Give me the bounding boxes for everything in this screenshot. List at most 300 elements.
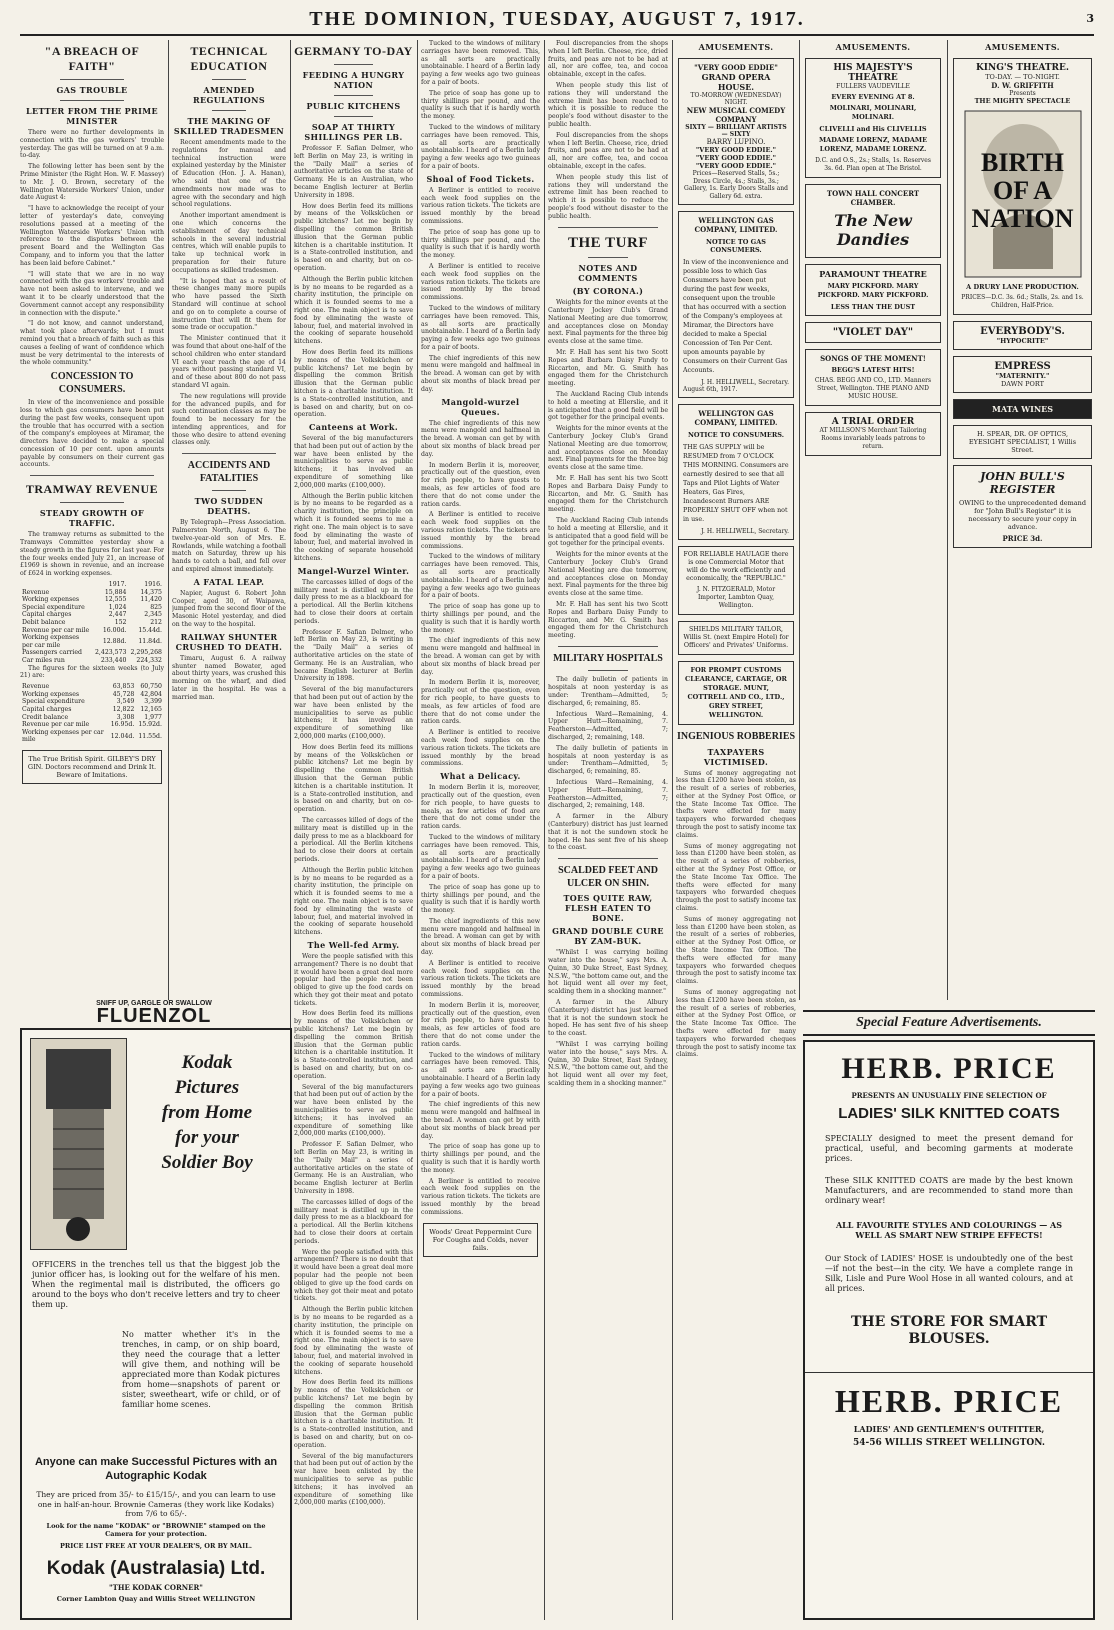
table-cell: 233,440 bbox=[100, 657, 127, 664]
divider bbox=[558, 646, 658, 647]
column-rule bbox=[947, 40, 948, 1000]
article-subhead: Mangold-wurzel Queues. bbox=[441, 396, 520, 417]
ad-body: FOR PROMPT CUSTOMS CLEARANCE, CARTAGE, OR STORAGE. MUNT, COTTRELL AND CO., LTD., GREY STREET, WELLINGTON. bbox=[685, 666, 787, 719]
ad-title: MATA WINES bbox=[991, 404, 1054, 414]
ad-line: TO-MORROW (WEDNESDAY) NIGHT. bbox=[690, 92, 782, 106]
ad-line: A DRURY LANE PRODUCTION. bbox=[966, 283, 1079, 291]
article-paragraph: Tucked to the windows of military carriages have been removed. This, as all sorts are practically unobtainable. I heard of a Berlin lady paying a few weeks ago two guineas for a pair of boots. bbox=[421, 1051, 540, 1098]
fluenzol-tagline: SNIFF UP, GARGLE OR SWALLOW bbox=[96, 1000, 212, 1007]
ad-line: Presents bbox=[1009, 90, 1036, 97]
spear-optics-ad bbox=[953, 425, 1092, 459]
ad-line: PRICES—D.C. 3s. 6d.; Stalls, 2s. and 1s. Children, Half-Price. bbox=[961, 294, 1084, 309]
birth-of-a-nation-title: BIRTH OF A NATION bbox=[971, 148, 1074, 233]
ad-price: PRICE 3d. bbox=[1002, 534, 1043, 543]
everybodys-ad bbox=[953, 321, 1092, 350]
column-6 bbox=[676, 40, 796, 1620]
article-paragraph: A Berliner is entitled to receive each week food supplies on the various ration tickets. The tickets are issued monthly by the bread commissions. bbox=[421, 729, 540, 768]
article-subhead: FEEDING A HUNGRY NATION bbox=[302, 70, 405, 90]
table-cell: 42,804 bbox=[140, 690, 162, 698]
ad-line: BARRY LUPINO. bbox=[706, 138, 766, 146]
ad-line: The New Dandies bbox=[834, 211, 912, 249]
article-paragraph: "I will state that we are in no way connected with the gas workers' trouble and have not been asked to intervene, and we want it to be clearly understood that the Government cannot accept any responsibility in connection with the dispute." bbox=[20, 270, 164, 317]
ad-line: CHAS. BEGG AND CO., LTD. Manners Street, Wellington. THE PIANO AND MUSIC HOUSE. bbox=[814, 377, 932, 400]
article-subhead: A FATAL LEAP. bbox=[193, 576, 265, 587]
article-paragraph: Mr. F. Hall has sent his two Scott Ropes and Barbara Daisy Fundy to Riccarton, and Mr. G. Smith has engaged them for the Christchurch meeting. bbox=[548, 600, 668, 640]
table-row bbox=[20, 706, 164, 714]
article-paragraph: A Berliner is entitled to receive each week food supplies on the various ration tickets. The tickets are issued monthly by the bread commissions. bbox=[421, 186, 540, 225]
herb-price-coats: LADIES' SILK KNITTED COATS bbox=[838, 1105, 1060, 1122]
article-paragraph: The chief ingredients of this new menu were mangold and halfmeal in the bread. A woman can get by with about six months of black bread per day. bbox=[421, 637, 540, 676]
table-cell: Capital charges bbox=[22, 611, 72, 619]
column-5 bbox=[548, 40, 668, 1620]
ad-line: FULLERS VAUDEVILLE bbox=[836, 83, 910, 90]
new-dandies-ad bbox=[805, 184, 941, 258]
ad-title: WELLINGTON GAS COMPANY, LIMITED. bbox=[694, 409, 778, 427]
camera-icon bbox=[31, 1039, 126, 1249]
article-paragraph: By Telegraph—Press Association. Palmerston North, August 6. The twelve-year-old son of Mrs. E. Rowlands, while watching a football match on Saturday, threw up his hands to catch a ball, and fell over and expired almost immediately. bbox=[172, 519, 286, 574]
table-row bbox=[20, 729, 164, 744]
table-row bbox=[20, 657, 164, 665]
article-subhead: STEADY GROWTH OF TRAFFIC. bbox=[39, 508, 145, 529]
shields-tailor-ad bbox=[678, 621, 794, 655]
table-cell: Car miles run bbox=[22, 657, 65, 664]
table-cell: 12,822 bbox=[112, 705, 135, 713]
article-subhead: PUBLIC KITCHENS bbox=[306, 101, 401, 111]
table-cell: 16.00d. bbox=[102, 626, 127, 634]
kodak-advertisement bbox=[20, 1028, 292, 1620]
article-paragraph: Professor F. Safian Delmer, who left Berlin on May 23, is writing in the "Daily Mail" a series of authoritative articles on the state of Germany. He is an Australian, who became English lecturer at Berlin University in 1898. bbox=[294, 145, 413, 199]
herb-price-outfitter: LADIES' AND GENTLEMEN'S OUTFITTER, bbox=[853, 1424, 1045, 1434]
divider bbox=[212, 79, 246, 80]
article-paragraph: A farmer in the Albury (Canterbury) district has just learned that it is not the sundown stock he hoped. He has sent five of his sheep to the coast. bbox=[548, 813, 668, 852]
divider bbox=[212, 490, 246, 491]
herb-price-body-2: These SILK KNITTED COATS are made by the best known Manufacturers, and are recommended to stand more than ordinary wear! bbox=[825, 1176, 1073, 1205]
article-paragraph: The chief ingredients of this new menu were mangold and halfmeal in the bread. A woman can get by with about six months of black bread per day. bbox=[421, 354, 540, 393]
table-cell: Special expenditure bbox=[22, 698, 85, 706]
table-cell: Working expenses per car mile bbox=[22, 634, 80, 649]
article-paragraph: Professor F. Safian Delmer, who left Berlin on May 23, is writing in the "Daily Mail" a series of authoritative articles on the state of Germany. He is an Australian, who became English lecturer at Berlin University in 1898. bbox=[294, 628, 413, 683]
article-paragraph: Several of the big manufacturers that had been put out of action by the war have been enlisted by the municipalities to serve as public kitchens; it has involved an expenditure of something like 2,000,000 marks (£100,000). bbox=[294, 435, 413, 489]
article-paragraph: The daily bulletin of patients in hospitals at noon yesterday is as under: Trentham—Admitted, 5; discharged, 6; remaining, 85. bbox=[548, 676, 668, 707]
article-paragraph: Several of the big manufacturers that had been put out of action by the war have been enlisted by the municipalities to serve as public kitchens; it has involved an expenditure of something like 2,000,000 marks (£100,000). bbox=[294, 686, 413, 740]
birth-of-a-nation-graphic bbox=[963, 109, 1083, 279]
masthead bbox=[20, 6, 1094, 36]
ad-line: THE MIGHTY SPECTACLE bbox=[974, 97, 1071, 105]
ad-line: "VERY GOOD EDDIE." bbox=[695, 154, 777, 162]
divider bbox=[182, 453, 276, 454]
article-subhead: TOES QUITE RAW, FLESH EATEN TO BONE. bbox=[563, 893, 653, 924]
column-7 bbox=[803, 40, 943, 1000]
article-paragraph: A farmer in the Albury (Canterbury) district has just learned that it is not the sundown stock he hoped. He has sent five of his sheep to the coast. bbox=[548, 998, 668, 1038]
ad-line: DAWN PORT bbox=[1001, 380, 1044, 388]
divider bbox=[588, 257, 628, 258]
kodak-price: They are priced from 35/- to £15/15/-, and you can learn to use one in half-an-hour. Brownie Cameras (they work like Kodaks) from 7/6 to 65/-. bbox=[36, 1490, 276, 1518]
divider bbox=[558, 858, 658, 859]
article-paragraph: Professor F. Safian Delmer, who left Berlin on May 23, is writing in the "Daily Mail" a series of authoritative articles on the state of Germany. He is an Australian, who became English lecturer at Berlin University in 1898. bbox=[294, 1141, 413, 1196]
ad-line: AT MILLSON'S Merchant Tailoring Rooms invariably leads patrons to return. bbox=[819, 427, 927, 450]
john-bulls-register-ad bbox=[953, 465, 1092, 548]
article-paragraph: Although the Berlin public kitchen is by no means to be regarded as a charity institution, the principle on which it is founded seems to me a right one. The main object is to save food by eliminating the waste of labour, fuel, and material involved in the cooking of separate household kitchens. bbox=[294, 1306, 413, 1376]
ad-title: A TRIAL ORDER bbox=[831, 417, 915, 427]
article-paragraph: In modern Berlin it is, moreover, practically out of the question, even for rich people, to have guests to meals, as few articles of food are there that do not come under the ration cards. bbox=[421, 679, 540, 726]
ad-title: TOWN HALL CONCERT CHAMBER. bbox=[826, 189, 920, 207]
ad-body: In view of the inconvenience and possible loss to which Gas Consumers have been put during the past few weeks, consequent upon the trouble that has occurred with a section of the Company's employees at Miramar, the Directors have decided to make a Special Concession of Ten Per Cent. upon amounts payable by Consumers on their Current Gas Accounts. bbox=[683, 259, 789, 374]
table-cell: Debit balance bbox=[22, 619, 66, 627]
article-paragraph: A Berliner is entitled to receive each week food supplies on the various ration tickets. The tickets are issued monthly by the bread commissions. bbox=[421, 511, 540, 550]
table-cell: 14,375 bbox=[140, 588, 162, 596]
divider bbox=[334, 116, 373, 117]
article-paragraph: Were the people satisfied with this arrangement? There is no doubt that it would have been a great deal more popular had the people not been obliged to give up the food cards on which they got their meat and potato tickets. bbox=[294, 1248, 413, 1303]
kodak-corner: "THE KODAK CORNER" bbox=[109, 1583, 203, 1592]
article-headline: INGENIOUS ROBBERIES bbox=[676, 731, 796, 742]
article-paragraph: How does Berlin feed its millions by means of the Volksküchen or public kitchens? Let me begin by dispelling the common British illusion that the German public kitchen is a charitable institution. It is a State-controlled institution, and is based on and charity, but on co-operation. bbox=[294, 1010, 413, 1080]
paramount-theatre-ad bbox=[805, 264, 941, 316]
article-subhead: What a Delicacy. bbox=[440, 771, 521, 782]
table-cell: Revenue bbox=[22, 683, 50, 691]
table-row bbox=[20, 589, 164, 597]
article-paragraph: Sums of money aggregating not less than £1200 have been stolen, as the result of a series of robberies, either at the Sydney Post Office, or the State Income Tax Office. The thefts were effected for many taxpayers who forwarded cheques through the post to satisfy income tax claims. bbox=[676, 769, 796, 839]
table-cell: 1,977 bbox=[144, 713, 162, 721]
fluenzol-ad bbox=[20, 1000, 288, 1026]
ad-title: SONGS OF THE MOMENT! bbox=[820, 354, 926, 363]
article-paragraph: Tucked to the windows of military carriages have been removed. This, as all sorts are practically unobtainable. I heard of a Berlin lady paying a few weeks ago two guineas for a pair of boots. bbox=[421, 553, 540, 600]
ad-line: "VERY GOOD EDDIE." bbox=[695, 146, 777, 154]
article-paragraph: The chief ingredients of this new menu were mangold and halfmeal in the bread. A woman can get by with about six months of black bread per day. bbox=[421, 419, 540, 458]
article-paragraph: The new regulations will provide for the advanced pupils, and for such continuation classes as may be found to be necessary for the intending apprentices, and for those who desire to attend evening classes only. bbox=[172, 392, 286, 447]
table-row bbox=[20, 627, 164, 635]
divider bbox=[588, 670, 628, 671]
article-subhead: Shoal of Food Tickets. bbox=[426, 173, 535, 184]
special-feature-banner: Special Feature Advertisements. bbox=[803, 1010, 1095, 1036]
table-row bbox=[20, 611, 164, 619]
column-rule bbox=[672, 40, 673, 1620]
his-majestys-theatre-ad bbox=[805, 58, 941, 178]
table-cell: 12.88d. bbox=[102, 638, 127, 646]
table-cell: 2,345 bbox=[144, 611, 162, 619]
article-paragraph: A Berliner is entitled to receive each week food supplies on the various ration tickets. The tickets are issued monthly by the bread commissions. bbox=[421, 959, 540, 999]
column-1 bbox=[20, 40, 164, 995]
table-cell: 11,420 bbox=[140, 596, 162, 604]
table-cell: 2,447 bbox=[108, 611, 127, 619]
table-cell: 3,308 bbox=[116, 713, 135, 721]
article-paragraph: The figures for the sixteen weeks (to July 21) are: bbox=[20, 664, 164, 680]
table-cell: Capital charges bbox=[22, 705, 72, 713]
article-paragraph: "I have to acknowledge the receipt of your letter of yesterday's date, conveying resolutions passed at a meeting of the Wellington Waterside Workers' Union with reference to the disputes between the present Board and the Wellington Gas Company, and to inform you that the latter has been laid before Cabinet." bbox=[20, 205, 164, 267]
article-subhead: RAILWAY SHUNTER CRUSHED TO DEATH. bbox=[175, 631, 283, 652]
article-headline: TRAMWAY REVENUE bbox=[25, 482, 159, 497]
table-row bbox=[20, 634, 164, 649]
table-cell: 15.92d. bbox=[138, 721, 162, 729]
herb-price-footer-name: HERB. PRICE bbox=[805, 1372, 1093, 1420]
article-paragraph: Mr. F. Hall has sent his two Scott Ropes and Barbara Daisy Fundy to Riccarton, and Mr. G. Smith has engaged them for the Christchurch meeting. bbox=[548, 475, 668, 514]
article-subhead: Canteens at Work. bbox=[308, 422, 399, 433]
table-cell: 15,884 bbox=[104, 588, 127, 596]
article-paragraph: Foul discrepancies from the shops when I left Berlin. Cheese, rice, dried fruits, and peas are not to be had at all, nor are coffee, tea, and cocoa obtainable, except in the cafes. bbox=[548, 131, 668, 170]
newspaper-title: THE DOMINION, TUESDAY, AUGUST 7, 1917. bbox=[309, 8, 805, 30]
kodak-headline-line: Pictures bbox=[174, 1077, 240, 1098]
article-paragraph: Infectious Ward—Remaining, 4. Upper Hutt—Remaining, 7. Featherston—Admitted, 7; discharged, 2; remaining, 148. bbox=[548, 710, 668, 742]
article-paragraph: When people study this list of rations they will understand the extreme limit has been reached to which it is possible to reduce the people's food without disaster to the public health. bbox=[548, 173, 668, 220]
kodak-headline bbox=[132, 1050, 282, 1175]
article-subhead: AMENDED REGULATIONS bbox=[192, 85, 266, 105]
article-headline: "A BREACH OF FAITH" bbox=[44, 44, 140, 73]
column-8 bbox=[951, 40, 1094, 1000]
ad-line: "VERY GOOD EDDIE." bbox=[695, 162, 777, 170]
table-cell: 63,853 bbox=[112, 683, 135, 691]
article-subhead: SOAP AT THIRTY SHILLINGS PER LB. bbox=[304, 122, 403, 142]
ad-signature: J. H. HELLIWELL, Secretary. bbox=[701, 528, 789, 535]
table-cell: 11.55d. bbox=[138, 732, 162, 740]
article-paragraph: The carcasses killed of dogs of the military meat is distilled up in the daily press to me as a blackboard for a periodical. All the Berlin kitchens had to close their doors at certain periods. bbox=[294, 578, 413, 625]
article-paragraph: How does Berlin feed its millions by means of the Volksküchen or public kitchens? Let me begin by dispelling the common British illusion that the German public kitchen is a charitable institution. It is a State-controlled institution, and is based on and charity, but on co-operation. bbox=[294, 348, 413, 419]
ad-title: KING'S THEATRE. bbox=[975, 63, 1070, 73]
table-row bbox=[20, 604, 164, 612]
table-cell: 825 bbox=[150, 603, 162, 611]
ad-title: EVERYBODY'S. bbox=[980, 326, 1065, 337]
article-subhead: Mangel-Wurzel Winter. bbox=[297, 565, 410, 576]
article-paragraph: Sums of money aggregating not less than £1200 have been stolen, as the result of a series of robberies, either at the Sydney Post Office, or the State Income Tax Office. The thefts were effected for many taxpayers who forwarded cheques through the post to satisfy income tax claims. bbox=[676, 842, 796, 913]
table-cell: Special expenditure bbox=[22, 603, 85, 611]
table-cell: 12,165 bbox=[140, 705, 162, 713]
page-number: 3 bbox=[1086, 12, 1094, 25]
article-headline: ACCIDENTS AND FATALITIES bbox=[187, 460, 271, 484]
article-paragraph: How does Berlin feed its millions by means of the Volksküchen or public kitchens? Let me begin by dispelling the common British illusion that the German public kitchen is a charitable institution. It is a State-controlled institution, and is based on and charity, but on co-operation. bbox=[294, 743, 413, 814]
herb-price-store: THE STORE FOR SMART BLOUSES. bbox=[850, 1314, 1047, 1347]
column-rule bbox=[417, 40, 418, 1620]
article-paragraph: Foul discrepancies from the shops when I left Berlin. Cheese, rice, dried fruits, and peas are not to be had at all, nor are coffee, tea, and cocoa obtainable, except in the cafes. bbox=[548, 40, 668, 79]
article-paragraph: Weights for the minor events at the Canterbury Jockey Club's Grand National Meeting are due tomorrow, and acceptances close on Monday next. Final payments for the three big events close at the same time. bbox=[548, 551, 668, 598]
table-row bbox=[20, 714, 164, 722]
article-paragraph: Weights for the minor events at the Canterbury Jockey Club's Grand National Meeting are due tomorrow, and acceptances close on Monday next. Final payments for the three big events close at the same time. bbox=[548, 425, 668, 472]
article-paragraph: Recent amendments made to the regulations for manual and technical instruction were explained yesterday by the Minister of Education (Hon. J. A. Hanan), who said that one of the amendments now made was to agree with the secondary and high school regulations. bbox=[172, 139, 286, 209]
empress-ad bbox=[953, 356, 1092, 393]
ad-body: OWING to the unprecedented demand for "John Bull's Register" it is necessary to secure your copy in advance. bbox=[958, 499, 1087, 531]
article-headline: SCALDED FEET AND ULCER ON SHIN. bbox=[558, 865, 658, 889]
article-paragraph: Tucked to the windows of military carriages have been removed. This, as all sorts are practically unobtainable. I heard of a Berlin lady paying a few weeks ago two guineas for a pair of boots. bbox=[421, 304, 540, 351]
table-row bbox=[20, 649, 164, 657]
kodak-look-for: Look for the name "KODAK" or "BROWNIE" stamped on the Camera for your protection. bbox=[46, 1522, 266, 1538]
kodak-headline-line: Kodak bbox=[181, 1052, 233, 1073]
article-paragraph: Although the Berlin public kitchen is by no means to be regarded as a charity institution, the principle on which it is founded seems to me a right one. The main object is to save food by eliminating the waste of labour, fuel, and material involved in the cooking of separate household kitchens. bbox=[294, 866, 413, 937]
article-paragraph: Timaru, August 6. A railway shunter named Bowater, aged about thirty years, was crushed this morning on the wharf, and died later in the hospital. He was a married man. bbox=[172, 654, 286, 701]
divider bbox=[334, 64, 373, 65]
article-paragraph: There were no further developments in connection with the gas workers' trouble yesterday. The gas will be turned on at 9 a.m. to-day. bbox=[20, 129, 164, 160]
table-header bbox=[20, 581, 164, 589]
herb-price-styles: ALL FAVOURITE STYLES AND COLOURINGS — AS WELL AS SMART NEW STRIPE EFFECTS! bbox=[835, 1220, 1063, 1240]
article-paragraph: How does Berlin feed its millions by means of the Volksküchen or public kitchens? Let me begin by dispelling the common British illusion that the German public kitchen is a charitable institution. It is a State-controlled institution, and is based on and charity, but on co-operation. bbox=[294, 202, 413, 272]
article-subhead: TWO SUDDEN DEATHS. bbox=[194, 496, 264, 517]
table-row bbox=[20, 596, 164, 604]
article-paragraph: How does Berlin feed its millions by means of the Volksküchen or public kitchens? Let me begin by dispelling the common British illusion that the German public kitchen is a charitable institution. It is a State-controlled institution, and is based on and charity, but on co-operation. bbox=[294, 1379, 413, 1449]
table-cell: 11.84d. bbox=[138, 638, 162, 646]
article-paragraph: The Minister continued that it was found that about one-half of the school children who enter standard VI each year reach the age of 14 years without passing standard VI, and of these about 800 do not pass standard VI again. bbox=[172, 335, 286, 389]
article-paragraph: The daily bulletin of patients in hospitals at noon yesterday is as under: Trentham—Admitted, 5; discharged, 6; remaining, 85. bbox=[548, 744, 668, 776]
table-cell: 2,295,268 bbox=[130, 649, 162, 657]
republic-motor-ad bbox=[678, 546, 794, 615]
kodak-headline-line: from Home bbox=[161, 1102, 253, 1123]
table-cell: Revenue per car mile bbox=[22, 626, 90, 634]
table-cell: Working expenses bbox=[22, 596, 80, 604]
kodak-headline-line: Soldier Boy bbox=[161, 1152, 253, 1173]
ad-line: D. W. GRIFFITH bbox=[991, 81, 1054, 90]
article-subhead: The Well-fed Army. bbox=[307, 939, 400, 950]
table-cell: Revenue bbox=[22, 588, 50, 596]
article-paragraph: Napier, August 6. Robert John Cooper, aged 30, of Waipawa, jumped from the second floor of the Masonic Hotel yesterday, and died on the way to the hospital. bbox=[172, 589, 286, 629]
gas-notice-ad bbox=[678, 211, 794, 398]
ad-body: THE GAS SUPPLY will be RESUMED from 7 O'CLOCK THIS MORNING. Consumers are earnestly desired to see that all Taps and Pilot Lights of Water Heaters, Gas Fires, Incandescent Burners ARE PROPERLY SHUT OFF when not in use. bbox=[683, 444, 789, 523]
herb-price-hose: Our Stock of LADIES' HOSE is undoubtedly one of the best—if not the best—in the city. We have a complete range in Silk, Lisle and Pure Wool Hose in all wanted colours, and at all prices. bbox=[825, 1254, 1073, 1293]
table-row bbox=[20, 683, 164, 691]
table-cell: 212 bbox=[150, 619, 162, 627]
article-headline: THE TURF bbox=[568, 234, 648, 251]
article-paragraph: The price of soap has gone up to thirty shillings per pound, and the quality is such that it is hardly worth the money. bbox=[421, 883, 540, 915]
kodak-slogan: Anyone can make Successful Pictures with an Autographic Kodak bbox=[34, 1456, 278, 1482]
begg-songs-ad bbox=[805, 349, 941, 406]
article-paragraph: "It is hoped that as a result of these changes many more pupils who have passed the Sixth Standard will continue at school and go on to complete a course of instruction that will fit them for some trade or occupation." bbox=[172, 277, 286, 332]
ad-body: FOR RELIABLE HAULAGE there is one Commercial Motor that will do the work efficiently and economically, the "REPUBLIC." bbox=[683, 551, 789, 582]
ad-title: WELLINGTON GAS COMPANY, LIMITED. bbox=[694, 216, 778, 234]
article-paragraph: When people study this list of rations they will understand the extreme limit has been reached to which it is possible to reduce the people's food without disaster to the public health. bbox=[548, 81, 668, 128]
ad-title: HIS MAJESTY'S THEATRE bbox=[833, 63, 913, 83]
table-cell: Passengers carried bbox=[22, 649, 82, 657]
table-cell: 152 bbox=[114, 619, 127, 627]
article-paragraph: Tucked to the windows of military carriages have been removed. This, as all sorts are practically unobtainable. I heard of a Berlin lady paying a few weeks ago two guineas for a pair of boots. bbox=[421, 123, 540, 170]
article-headline: MILITARY HOSPITALS bbox=[553, 652, 663, 664]
kodak-price-list: PRICE LIST FREE AT YOUR DEALER'S, OR BY MAIL. bbox=[60, 1542, 252, 1550]
table-row bbox=[20, 619, 164, 627]
article-paragraph: "Whilst I was carrying boiling water into the house," says Mrs. A. Quinn, 30 Duke Street, East Sydney, N.S.W., "the bottom came out, and the hot liquid went all over my feet, scalding them in a shocking manner." bbox=[548, 949, 668, 996]
column-rule bbox=[544, 40, 545, 1620]
violet-day-ad bbox=[805, 322, 941, 343]
ad-signature: J. H. HELLIWELL, Secretary. bbox=[701, 379, 789, 386]
ad-line: SIXTY — BRILLIANT ARTISTS — SIXTY bbox=[685, 124, 787, 138]
divider bbox=[60, 79, 124, 80]
section-header: AMUSEMENTS. bbox=[835, 42, 911, 52]
kodak-address: Corner Lambton Quay and Willis Street WELLINGTON bbox=[56, 1595, 256, 1603]
article-paragraph: Sums of money aggregating not less than £1200 have been stolen, as the result of a series of robberies, either at the Sydney Post Office, or the State Income Tax Office. The thefts were effected for many taxpayers who forwarded cheques through the post to satisfy income tax claims. bbox=[676, 915, 796, 986]
very-good-eddie-ad bbox=[678, 58, 794, 205]
article-paragraph: Infectious Ward—Remaining, 4. Upper Hutt—Remaining, 7. Featherston—Admitted, 7; discharged, 2; remaining, 148. bbox=[548, 779, 668, 810]
column-4 bbox=[421, 40, 540, 1620]
table-cell: 16.95d. bbox=[110, 721, 135, 729]
ad-line: MARY PICKFORD. MARY PICKFORD. MARY PICKFORD. bbox=[817, 282, 929, 299]
article-paragraph: Sums of money aggregating not less than £1200 have been stolen, as the result of a series of robberies, either at the Sydney Post Office, or the State Income Tax Office. The thefts were effected for many taxpayers who forwarded cheques through the post to satisfy income tax claims. bbox=[676, 989, 796, 1059]
table-cell: 45,728 bbox=[112, 690, 135, 698]
section-header: AMUSEMENTS. bbox=[985, 42, 1060, 52]
herb-price-presents: PRESENTS AN UNUSUALLY FINE SELECTION OF bbox=[851, 1091, 1047, 1100]
ad-line: "MATERNITY." bbox=[995, 372, 1050, 380]
column-rule bbox=[168, 40, 169, 1000]
article-subhead: TAXPAYERS VICTIMISED. bbox=[703, 746, 769, 767]
article-headline: CONCESSION TO CONSUMERS. bbox=[50, 371, 134, 395]
article-paragraph: Although the Berlin public kitchen is by no means to be regarded as a charity institution, the principle on which it is founded seems to me a right one. The main object is to save food by eliminating the waste of labour, fuel, and material involved in the cooking of separate household kitchens. bbox=[294, 492, 413, 563]
kings-theatre-ad bbox=[953, 58, 1092, 315]
article-paragraph: The following letter has been sent by the Prime Minister (the Right Hon. W. F. Massey) to Mr. J. O. Brown, secretary of the Wellington Waterside Workers' Union, under date August 4: bbox=[20, 163, 164, 202]
table-cell: 224,332 bbox=[136, 657, 162, 664]
kodak-camera-illustration bbox=[30, 1038, 127, 1250]
ad-title: PARAMOUNT THEATRE bbox=[819, 269, 927, 279]
article-paragraph: The tramway returns as submitted to the Tramways Committee yesterday show a steady growth in the figures for last year. For the four weeks ended July 21, an increase of £1969 is shown in revenue, and an increase of £624 in working expenses. bbox=[20, 531, 164, 578]
table-cell: 12.04d. bbox=[110, 732, 135, 740]
table-header-cell: 1917. bbox=[108, 581, 127, 589]
article-paragraph: The Auckland Racing Club intends to hold a meeting at Ellerslie, and it is anticipated that a good field will be got together for the principal events. bbox=[548, 391, 668, 422]
ad-signature: J. N. FITZGERALD, Motor Importer, Lambton Quay, Wellington. bbox=[696, 586, 776, 609]
article-paragraph: In view of the inconvenience and possible loss to which gas consumers have been put during the past few weeks, consequent upon the trouble that has occurred with a section of the company's employees at Miramar, the directors have decided to make a special concession of 10 per cent. upon amounts payable by consumers on their current gas accounts. bbox=[20, 399, 164, 469]
table-cell: Credit balance bbox=[22, 713, 69, 721]
divider bbox=[60, 100, 124, 101]
ad-line: NOTICE TO GAS CONSUMERS. bbox=[706, 238, 766, 254]
article-paragraph: Several of the big manufacturers that had been put out of action by the war have been enlisted by the municipalities to serve as public kitchens; it has involved an expenditure of something like 2,000,000 marks (£100,000). bbox=[294, 1083, 413, 1138]
article-paragraph: Another important amendment is one which concerns the establishment of day technical schools in the several industrial centres, which will enable pupils to take up technical work in preparation for their future occupations as skilled tradesmen. bbox=[172, 212, 286, 274]
table-row bbox=[20, 721, 164, 729]
article-subhead: LETTER FROM THE PRIME MINISTER bbox=[26, 106, 158, 126]
ad-title: JOHN BULL'S REGISTER bbox=[980, 470, 1065, 496]
divider bbox=[212, 110, 246, 111]
divider bbox=[60, 502, 124, 503]
table-cell: 15.44d. bbox=[138, 626, 162, 634]
ad-title: EMPRESS bbox=[994, 361, 1051, 372]
column-rule bbox=[799, 40, 800, 1000]
ad-line: LESS THAN THE DUST bbox=[830, 303, 916, 311]
ad-title: "VIOLET DAY" bbox=[832, 327, 914, 338]
article-paragraph: Tucked to the windows of military carriages have been removed. This, as all sorts are practically unobtainable. I heard of a Berlin lady paying a few weeks ago two guineas for a pair of boots. bbox=[421, 40, 540, 86]
article-paragraph: Although the Berlin public kitchen is by no means to be regarded as a charity institution, the principle on which it is founded seems to me a right one. The main object is to save food by eliminating the waste of labour, fuel, and material involved in the cooking of separate household kitchens. bbox=[294, 275, 413, 346]
article-paragraph: The price of soap has gone up to thirty shillings per pound, and the quality is such that it is hardly worth the money. bbox=[421, 1143, 540, 1174]
article-paragraph: In modern Berlin it is, moreover, practically out of the question, even for rich people, to have guests to meals, as few articles of food are there that do not come under the ration cards. bbox=[421, 461, 540, 508]
table-cell: 3,549 bbox=[116, 698, 135, 706]
article-paragraph: "I do not know, and cannot understand, what took place afterwards; but I must remind you that a breach of faith such as this causes a feeling of want of confidence which must be very detrimental to the interests of the whole community." bbox=[20, 320, 164, 367]
table-row bbox=[20, 691, 164, 699]
table-cell: 60,750 bbox=[140, 683, 162, 691]
article-subhead: NOTES AND COMMENTS bbox=[578, 263, 638, 284]
divider bbox=[558, 227, 658, 228]
article-paragraph: Tucked to the windows of military carriages have been removed. This, as all sorts are practically unobtainable. I heard of a Berlin lady paying a few weeks ago two guineas for a pair of boots. bbox=[421, 833, 540, 880]
article-paragraph: The price of soap has gone up to thirty shillings per pound, and the quality is such that it is hardly worth the money. bbox=[421, 603, 540, 634]
divider bbox=[334, 95, 373, 96]
ad-line: D.C. and O.S., 2s.; Stalls, 1s. Reserves 3s. 6d. Plan open at The Bristol. bbox=[815, 157, 931, 172]
article-subhead: GAS TROUBLE bbox=[56, 85, 128, 95]
ad-line: EVERY EVENING AT 8. bbox=[831, 93, 915, 101]
ad-line: TO-DAY. — TO-NIGHT. bbox=[985, 73, 1060, 81]
column-2 bbox=[172, 40, 286, 995]
article-paragraph: The chief ingredients of this new menu were mangold and halfmeal in the bread. A woman can get by with about six months of black bread per day. bbox=[421, 1101, 540, 1140]
ad-title: "VERY GOOD EDDIE" bbox=[694, 63, 778, 72]
article-paragraph: The carcasses killed of dogs of the military meat is distilled up in the daily press to me as a blackboard for a periodical. All the Berlin kitchens had to close their doors at certain periods. bbox=[294, 1198, 413, 1245]
woods-peppermint-ad: Woods' Great Peppermint Cure For Coughs and Colds, never fails. bbox=[423, 1223, 538, 1257]
kodak-headline-line: for your bbox=[175, 1127, 239, 1148]
article-paragraph: Mr. F. Hall has sent his two Scott Ropes and Barbara Daisy Fundy to Riccarton, and Mr. G. Smith has engaged them for the Christchurch meeting. bbox=[548, 349, 668, 388]
article-byline: (BY CORONA.) bbox=[572, 286, 644, 297]
ad-line: MOLINARI, MOLINARI, MOLINARI. bbox=[829, 104, 917, 121]
herb-price-body: SPECIALLY designed to meet the present demand for practical, useful, and becoming garments at moderate prices. bbox=[825, 1134, 1073, 1163]
article-paragraph: The Auckland Racing Club intends to hold a meeting at Ellerslie, and it is anticipated that a good field will be got together for the principal events. bbox=[548, 517, 668, 548]
herb-price-advertisement bbox=[803, 1040, 1095, 1620]
ad-venue: GRAND OPERA HOUSE. bbox=[701, 72, 771, 92]
kodak-body-2: No matter whether it's in the trenches, in camp, or on ship board, they need the courage that a letter will give them, and nothing will be appreciated more than Kodak pictures from home—snapshots of parent or sister, sweetheart, wife or child, or of familiar home scenes. bbox=[122, 1330, 280, 1409]
article-paragraph: Were the people satisfied with this arrangement? There is no doubt that it would have been a great deal more popular had the people not been obliged to give up the food cards on which they got their meat and potato tickets. bbox=[294, 952, 413, 1007]
table-cell: Working expenses per car mile bbox=[22, 728, 104, 744]
ad-body: H. SPEAR, DR. OF OPTICS, EYESIGHT SPECIALIST, 1 Willis Street. bbox=[968, 430, 1077, 454]
revenue-table bbox=[20, 581, 164, 665]
article-paragraph: Several of the big manufacturers that had been put out of action by the war have been enlisted by the municipalities to serve as public kitchens; it has involved an expenditure of something like 2,000,000 marks (£100,000). bbox=[294, 1452, 413, 1507]
ad-line: BEGG'S LATEST HITS! bbox=[831, 366, 915, 374]
article-paragraph: A Berliner is entitled to receive each week food supplies on the various ration tickets. The tickets are issued monthly by the bread commissions. bbox=[421, 262, 540, 302]
article-paragraph: The price of soap has gone up to thirty shillings per pound, and the quality is such that it is hardly worth the money. bbox=[421, 89, 540, 121]
ad-line: "HYPOCRITE" bbox=[996, 337, 1049, 345]
article-subhead: THE MAKING OF SKILLED TRADESMEN bbox=[173, 116, 285, 136]
section-header: AMUSEMENTS. bbox=[698, 42, 774, 52]
ad-line: MADAME LORENZ, MADAME LORENZ, MADAME LORENZ. bbox=[818, 136, 928, 153]
